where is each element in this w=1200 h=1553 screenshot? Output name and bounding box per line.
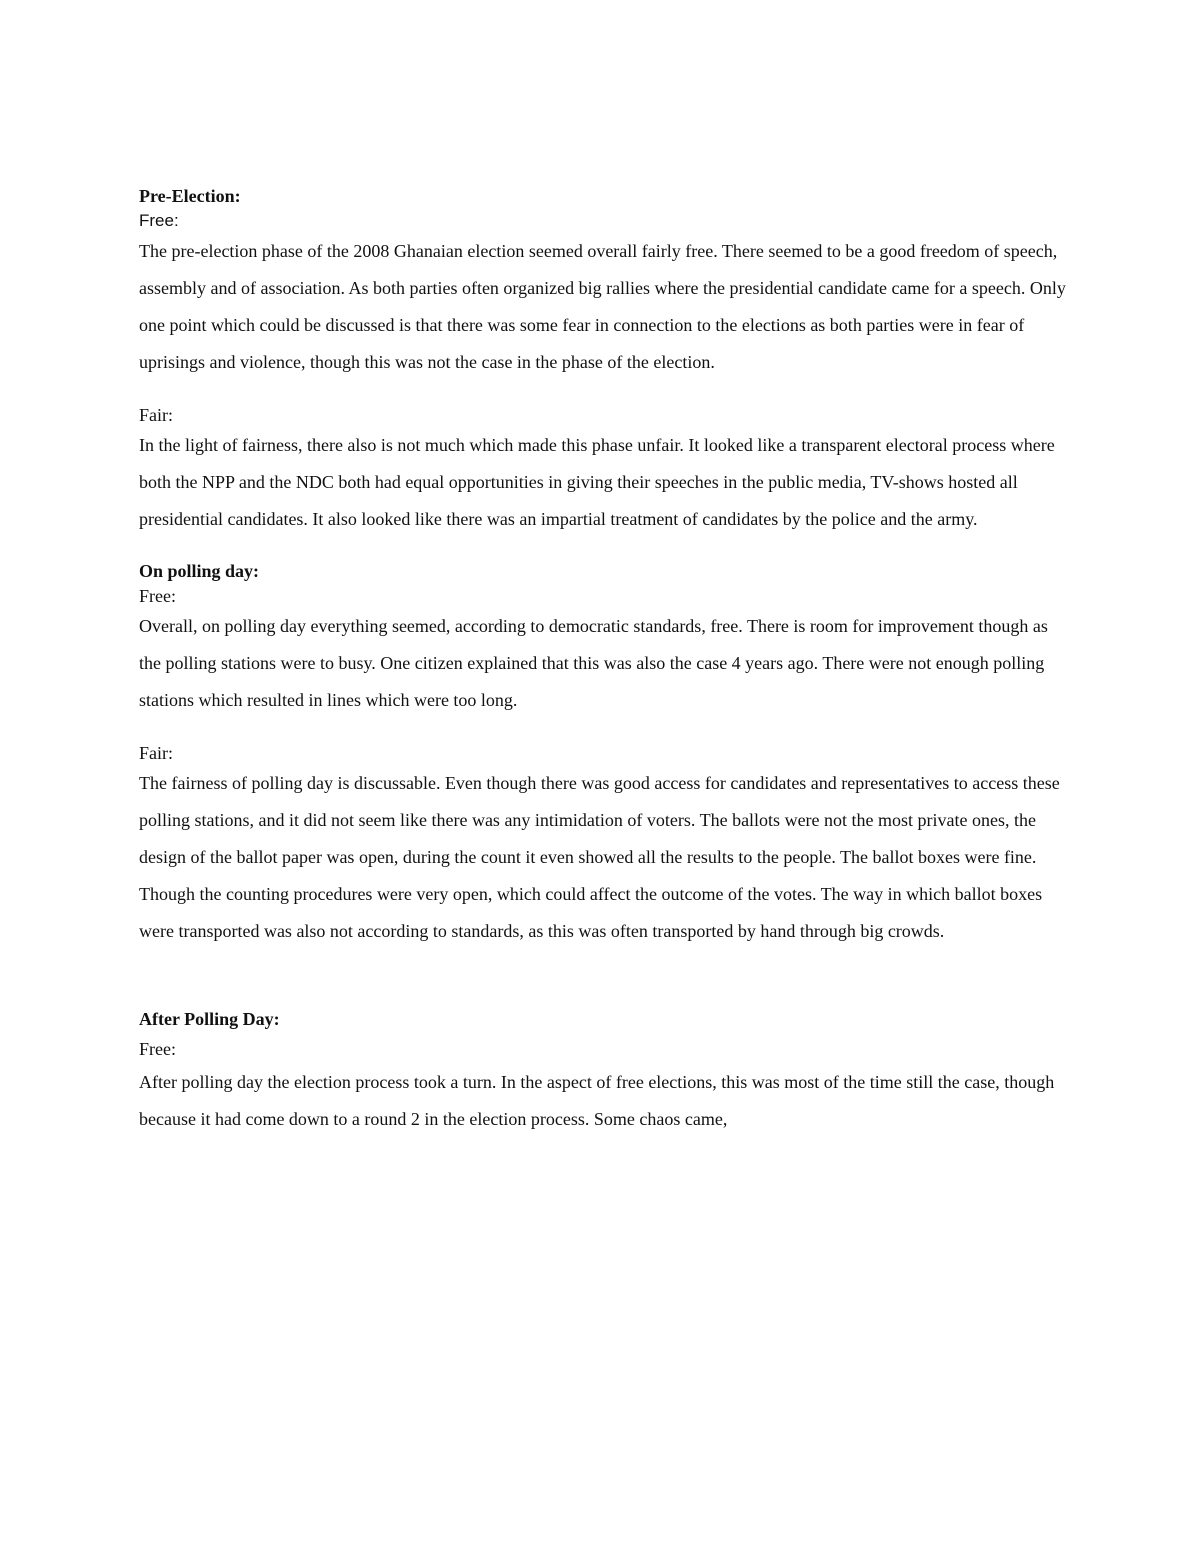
free-label: Free:	[139, 1039, 176, 1059]
section-heading-pre-election: Pre-Election:	[139, 186, 241, 206]
after-polling-day-free-paragraph: After polling day the election process took a turn. In the aspect of free elections, this was most of the time still the case, though because it had come down to a round 2 in the election process. Some chaos came,	[139, 1072, 1055, 1129]
spacer	[139, 950, 1069, 1004]
section-heading-after-polling-day: After Polling Day:	[139, 1009, 280, 1029]
fair-label: Fair:	[139, 743, 173, 763]
fair-label: Fair:	[139, 405, 173, 425]
spacer	[139, 538, 1069, 558]
spacer	[139, 381, 1069, 403]
free-label: Free:	[139, 586, 176, 606]
pre-election-free-paragraph: The pre-election phase of the 2008 Ghanaian election seemed overall fairly free. There seemed to be a good freedom of speech, assembly and of association. As both parties often organized big rallies where the presidential candidate came for a speech. Only one point which could be discussed is that there was some fear in connection to the elections as both parties were in fear of uprisings and violence, though this was not the case in the phase of the election.	[139, 241, 1066, 372]
polling-day-free-paragraph: Overall, on polling day everything seemed, according to democratic standards, free. There is room for improvement though as the polling stations were to busy. One citizen explained that this was also the case 4 years ago. There were not enough polling stations which resulted in lines which were too long.	[139, 616, 1048, 710]
free-label: Free:	[139, 211, 179, 230]
spacer	[139, 719, 1069, 741]
polling-day-fair-paragraph: The fairness of polling day is discussable. Even though there was good access for candidates and representatives to access these polling stations, and it did not seem like there was any intimidation of voters. The ballots were not the most private ones, the design of the ballot paper was open, during the count it even showed all the results to the people. The ballot boxes were fine. Though the counting procedures were very open, which could affect the outcome of the votes. The way in which ballot boxes were transported was also not according to standards, as this was often transported by hand through big crowds.	[139, 773, 1060, 941]
document-page	[139, 183, 1069, 1138]
section-heading-on-polling-day: On polling day:	[139, 561, 260, 581]
pre-election-fair-paragraph: In the light of fairness, there also is not much which made this phase unfair. It looked like a transparent electoral process where both the NPP and the NDC both had equal opportunities in giving their speeches in the public media, TV-shows hosted all presidential candidates. It also looked like there was an impartial treatment of candidates by the police and the army.	[139, 435, 1055, 529]
